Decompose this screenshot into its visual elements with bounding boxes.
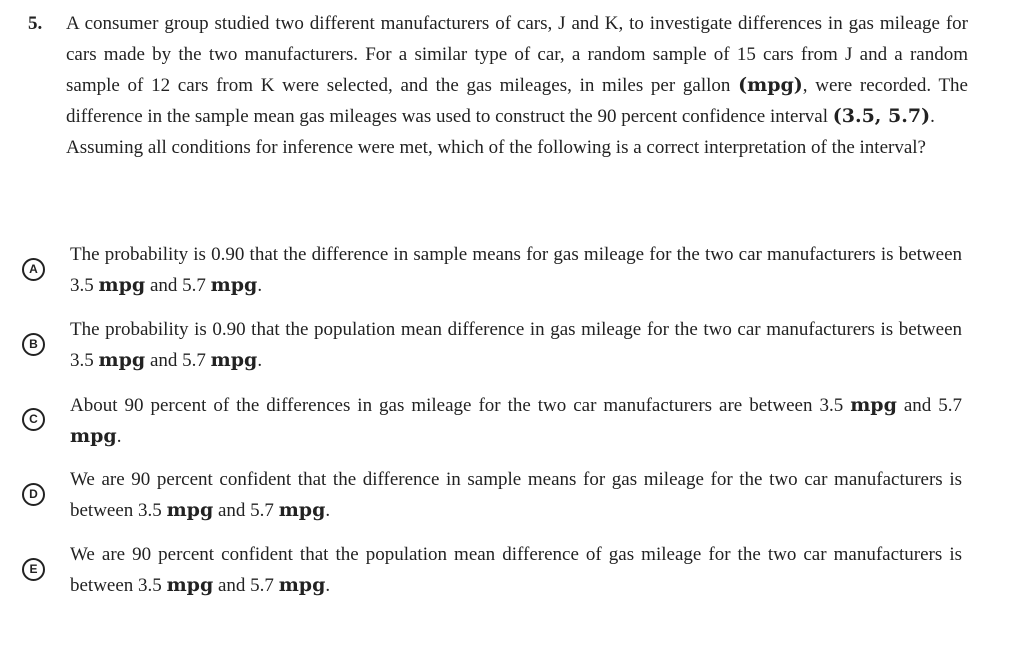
option-letter-d[interactable]: D <box>22 483 45 506</box>
option-b[interactable] <box>22 315 962 390</box>
option-b-unit-2: mpg <box>210 349 258 371</box>
option-b-text-3: . <box>257 350 263 371</box>
option-e-text-3: . <box>325 575 331 596</box>
option-e[interactable] <box>22 540 962 615</box>
option-d[interactable] <box>22 465 962 540</box>
stem-unit-mpg: (mpg) <box>738 74 803 96</box>
option-a[interactable] <box>22 240 962 315</box>
option-a-text-2: and 5.7 <box>145 275 211 296</box>
question-block <box>28 8 968 163</box>
stem-text-3: . <box>930 106 935 127</box>
option-b-text-2: and 5.7 <box>145 350 211 371</box>
option-c[interactable] <box>22 390 962 465</box>
option-a-unit-2: mpg <box>210 274 258 296</box>
stem-text-1: A consumer group studied two different manufacturers of cars, J and K, to investigate differences in gas mileage for cars made by the two manufacturers. For a similar type of car, a random sample of 15 cars from J and a random sample of 12 cars from K were selected, and the gas mileages, in miles per gallon <box>66 13 968 96</box>
answer-options <box>22 240 962 615</box>
option-b-unit-1: mpg <box>98 349 146 371</box>
question-number: 5. <box>28 13 43 34</box>
stem-paragraph <box>66 8 968 132</box>
option-a-unit-1: mpg <box>98 274 146 296</box>
option-c-unit-2: mpg <box>70 425 117 447</box>
option-c-text-2: and 5.7 <box>896 395 962 416</box>
question-stem <box>66 8 968 163</box>
option-c-text-1: About 90 percent of the differences in gas mileage for the two car manufacturers are between 3.5 <box>70 395 851 416</box>
option-c-unit-1: mpg <box>850 394 897 416</box>
option-d-text-2: and 5.7 <box>213 500 279 521</box>
option-letter-c[interactable]: C <box>22 408 45 431</box>
option-d-unit-2: mpg <box>278 499 326 521</box>
option-e-text-2: and 5.7 <box>213 575 279 596</box>
option-b-text-1: The probability is 0.90 that the population mean difference in gas mileage for the two car manufacturers is between 3.5 <box>70 319 962 371</box>
option-text-d <box>70 465 962 526</box>
option-letter-a[interactable]: A <box>22 258 45 281</box>
stem-text-2: , were recorded. The difference in the sample mean gas mileages was used to construct the 90 percent confidence interval <box>66 75 968 127</box>
option-letter-e[interactable]: E <box>22 558 45 581</box>
option-a-text-3: . <box>257 275 263 296</box>
option-text-e <box>70 540 962 601</box>
option-e-unit-1: mpg <box>166 574 214 596</box>
option-d-text-3: . <box>325 500 331 521</box>
option-a-text-1: The probability is 0.90 that the difference in sample means for gas mileage for the two car manufacturers is between 3.5 <box>70 244 962 296</box>
option-d-text-1: We are 90 percent confident that the difference in sample means for gas mileage for the two car manufacturers is between 3.5 <box>70 469 962 521</box>
option-e-text-1: We are 90 percent confident that the population mean difference of gas mileage for the two car manufacturers is between 3.5 <box>70 544 962 596</box>
confidence-interval: (3.5, 5.7) <box>832 105 931 127</box>
option-text-c <box>70 390 962 452</box>
option-letter-b[interactable]: B <box>22 333 45 356</box>
option-text-a <box>70 240 962 301</box>
option-c-text-3: . <box>116 426 122 447</box>
option-d-unit-1: mpg <box>166 499 214 521</box>
option-e-unit-2: mpg <box>278 574 326 596</box>
question-prompt: Assuming all conditions for inference were met, which of the following is a correct interpretation of the interval? <box>66 137 926 158</box>
option-text-b <box>70 315 962 376</box>
